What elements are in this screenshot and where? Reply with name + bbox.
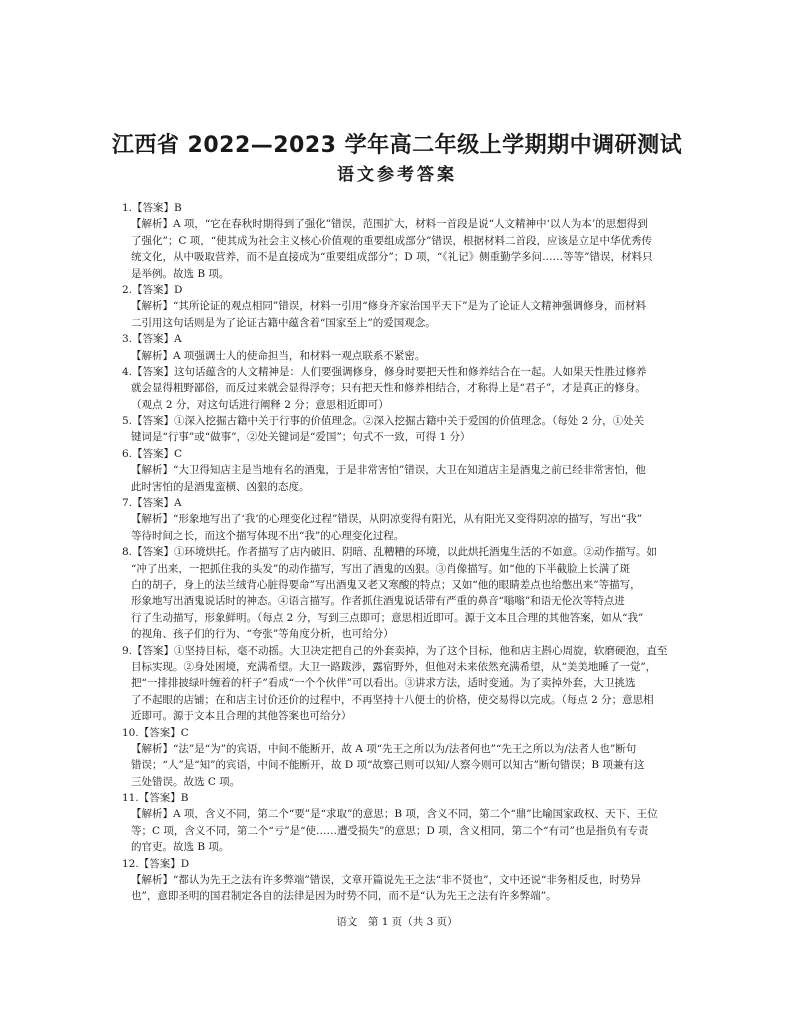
text-line: 【解析】A 项，“它在春秋时期得到了强化”错误，范围扩大，材料一首段是说“人文精神中‘以人为本’的思想得到 (131, 218, 648, 231)
text-line: 键词是“行事”或“做事”，②处关键词是“爱国”；句式不一致，可得 1 分） (131, 431, 471, 444)
text-line: 也”，意即圣明的国君制定各自的法律是因为时势不同，而不是“认为先王之法有许多弊端”。 (131, 890, 557, 903)
text-line: 的官吏。故选 B 项。 (131, 841, 230, 854)
text-line: 了不起眼的店铺；在和店主讨价还价的过程中，不再坚持十八便士的价格，使交易得以完成。（每点 2 分；意思相 (131, 693, 654, 706)
text-line: 4.【答案】这句话蕴含的人文精神是：人们要强调修身，修身时要把天性和修养结合在一起。人如果天性胜过修养 (122, 365, 647, 378)
text-line: 2.【答案】D (122, 283, 183, 296)
document-title: 江西省 2022—2023 学年高二年级上学期期中调研测试 (111, 133, 683, 158)
text-line: 1.【答案】B (122, 202, 182, 214)
text-line: （观点 2 分，对这句话进行阐释 2 分；意思相近即可） (131, 398, 389, 411)
text-line: 近即可。源于文本且合理的其他答案也可给分） (131, 710, 352, 723)
text-line: 【解析】“法”是“为”的宾语，中间不能断开，故 A 项“先王之所以为/法者何也”“先王之所以为/法者人也”断句 (131, 742, 637, 755)
text-line: 8.【答案】①环境烘托。作者描写了店内破旧、阴暗、乱糟糟的环境，以此烘托酒鬼生活的不如意。②动作描写。如 (122, 546, 658, 559)
text-line: 形象地写出酒鬼说话时的神态。④语言描写。作者抓住酒鬼说话带有严重的鼻音“嗡嗡”和语无伦次等特点进 (131, 595, 625, 608)
text-line: 是举例。故选 B 项。 (131, 267, 230, 280)
text-line: 此时害怕的是酒鬼蛮横、凶狠的态度。 (131, 480, 310, 493)
text-line: 白的胡子，身上的法兰绒背心脏得要命”写出酒鬼又老又寒酸的特点；又如“他的眼睛差点也给憋出来”等描写， (131, 578, 641, 591)
text-line: 【解析】“其所论证的观点相同”错误，材料一引用“修身齐家治国平天下”是为了论证人文精神强调修身，而材料 (131, 300, 646, 313)
answer-content (122, 200, 678, 905)
text-line: 【解析】“都认为先王之法有许多弊端”错误，文章开篇说先王之法“非不贤也”，文中还说“非务相反也，时势异 (131, 874, 641, 887)
text-line: 【解析】A 项，含义不同，第二个“要”是“求取”的意思；B 项，含义不同，第二个“鼎”比喻国家政权、天下、王位 (131, 808, 658, 821)
text-line: 9.【答案】①坚持目标，毫不动摇。大卫决定把自己的外套卖掉，为了这个目标，他和店主斟心周旋，软磨硬泡，直至 (122, 644, 668, 657)
text-line: 【解析】“形象地写出了‘我’的心理变化过程”错误，从阴凉变得有阳光，从有阳光又变得阴凉的描写，写出“我” (131, 513, 643, 526)
text-line: “冲了出来，一把抓住我的头发”的动作描写，写出了酒鬼的凶狠。③肖像描写。如“他的下半截脸上长满了斑 (131, 562, 631, 575)
text-line: 就会显得粗野鄙俗，而反过来就会显得浮夸；只有把天性和修养相结合，才称得上是“君子”，才是真正的修身。 (131, 382, 646, 395)
text-line: 的视角、孩子们的行为、“夸张”等角度分析，也可给分） (131, 628, 394, 641)
text-line: 错误；“人”是“知”的宾语，中间不能断开，故 D 项“故察己则可以知/人察今则可以知古”断句错误；B 项兼有这 (131, 759, 645, 772)
text-line: 目标实现。②身处困境，充满希望。大卫一路跋涉，露宿野外，但他对未来依然充满希望，从“美美地睡了一觉”， (131, 660, 657, 673)
text-line: 三处错误。故选 C 项。 (131, 775, 241, 788)
text-line: 3.【答案】A (122, 333, 182, 346)
text-line: 7.【答案】A (122, 497, 182, 510)
text-line: 【解析】A 项强调士人的使命担当，和材料一观点联系不紧密。 (131, 349, 426, 362)
text-line: 行了生动描写，形象鲜明。（每点 2 分，写到三点即可；意思相近即可。源于文本且合理的其他答案，如从“我” (131, 611, 644, 624)
document-subtitle: 语文参考答案 (337, 165, 457, 185)
text-line: 二引用这句话则是为了论证古籍中蕴含着“国家至上”的爱国观念。 (131, 316, 436, 329)
text-line: 11.【答案】B (122, 792, 189, 805)
text-line: 统文化，从中吸取营养，而不是直接成为“重要组成部分”；D 项，“《礼记》侧重勤学多问……等等”错误，材料只 (131, 251, 653, 264)
text-line: 【解析】“大卫得知店主是当地有名的酒鬼，于是非常害怕”错误，大卫在知道店主是酒鬼之前已经非常害怕，他 (131, 464, 646, 477)
text-line: 等待时间之长，而这个描写体现不出“我”的心理变化过程。 (131, 529, 405, 542)
text-line: 12.【答案】D (122, 857, 190, 870)
text-line: 6.【答案】C (122, 447, 183, 460)
text-line: 等；C 项，含义不同，第二个“亏”是“使……遭受损失”的意思；D 项，含义相同，第二个“有司”也是指负有专责 (131, 824, 649, 837)
text-line: 10.【答案】C (122, 726, 189, 739)
page-footer: 语文 第 1 页（共 3 页） (336, 916, 458, 928)
text-line: 了强化”；C 项，“使其成为社会主义核心价值观的重要组成部分”错误，根据材料二首段，应该是立足中华优秀传 (131, 234, 652, 247)
text-line: 5.【答案】①深入挖掘古籍中关于行事的价值理念。②深入挖掘古籍中关于爱国的价值理念。（每处 2 分，①处关 (122, 415, 645, 428)
text-line: 把“一排排披绿叶缠着的杆子”看成“一个个伙伴”可以看出。③讲求方法，适时变通。为了卖掉外套，大卫挑选 (131, 677, 636, 690)
